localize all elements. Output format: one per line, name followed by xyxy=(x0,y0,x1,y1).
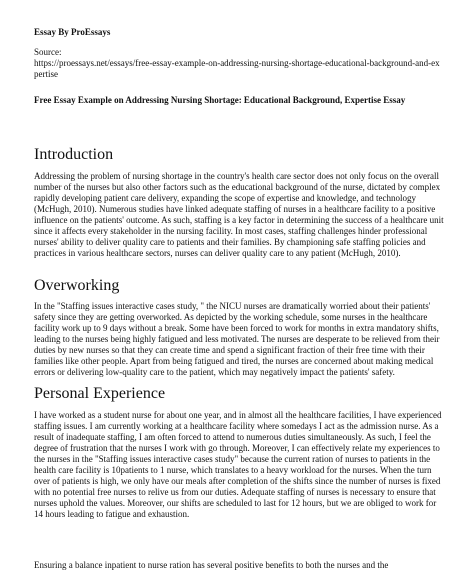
overworking-paragraph: In the "Staffing issues interactive cases study, " the NICU nurses are dramatically worried about their patients' safety since they are getting overworked. As depicted by the working schedule, some nurses in the healthcare facility work up to 9 days without a break. Some have been forced to work for months in extra mandatory shifts, leading to the nurses being highly fatigued and less motivated. The nurses are desperate to be relieved from their duties by new nurses so that they can create time and spend a significant fraction of their free time with their families like other people. Apart from being fatigued and tired, the nurses are concerned about making medical errors or delivering low-quality care to the patient, which may negatively impact the patients' safety. xyxy=(34,301,440,377)
source-label: Source: xyxy=(34,47,62,57)
section-heading-personal-experience: Personal Experience xyxy=(34,385,166,402)
personal-experience-paragraph: I have worked as a student nurse for about one year, and in almost all the healthcare facilities, I have experienced staffing issues. I am currently working at a healthcare facility where somedays I act as the admission nurse. As a result of inadequate staffing, I am often forced to attend to numerous duties simultaneously. As such, I feel the degree of frustration that the nurses I work with go through. Moreover, I can effectively relate my experiences to the nurses in the "Staffing issues interactive cases study" because the current ration of nurses to patients in the health care facility is 10patients to 1 nurse, which translates to a heavy workload for the nurses. When the turn over of patients is high, we only have our meals after completion of the shifts since the number of nurses is fixed with no potential free nurses to relive us from our duties. Adequate staffing of nurses is necessary to ensure that nurses uphold the values. Moreover, our shifts are scheduled to last for 12 hours, but we are obliged to work for 14 hours leading to fatigue and exhaustion. xyxy=(34,410,442,519)
section-heading-introduction: Introduction xyxy=(34,146,114,163)
document-title: Free Essay Example on Addressing Nursing Shortage: Educational Background, Expertise Essay xyxy=(34,95,406,105)
introduction-paragraph: Addressing the problem of nursing shortage in the country's health care sector does not only focus on the overall number of the nurses but also other factors such as the educational background of the nurse, dictated by complex rapidly developing patient care delivery, expanding the scope of expertise and knowledge, and technology (McHugh, 2010). Numerous studies have linked adequate staffing of nurses in a healthcare facility to a positive influence on the patients' outcome. As such, staffing is a key factor in determining the success of a healthcare unit since it affects every stakeholder in the nursing facility. In most cases, staffing challenges hinder professional nurses' ability to deliver quality care to patients and their families. By championing safe staffing policies and practices in various healthcare sectors, nurses can deliver quality care to any patient (McHugh, 2010). xyxy=(34,171,444,258)
source-link[interactable]: https://proessays.net/essays/free-essay-example-on-addressing-nursing-shortage-educational-background-and-expertise xyxy=(34,58,440,79)
section-heading-overworking: Overworking xyxy=(34,277,120,294)
continuation-paragraph: Ensuring a balance inpatient to nurse ration has several positive benefits to both the nurses and the xyxy=(34,560,389,570)
brand-title: Essay By ProEssays xyxy=(34,27,111,37)
